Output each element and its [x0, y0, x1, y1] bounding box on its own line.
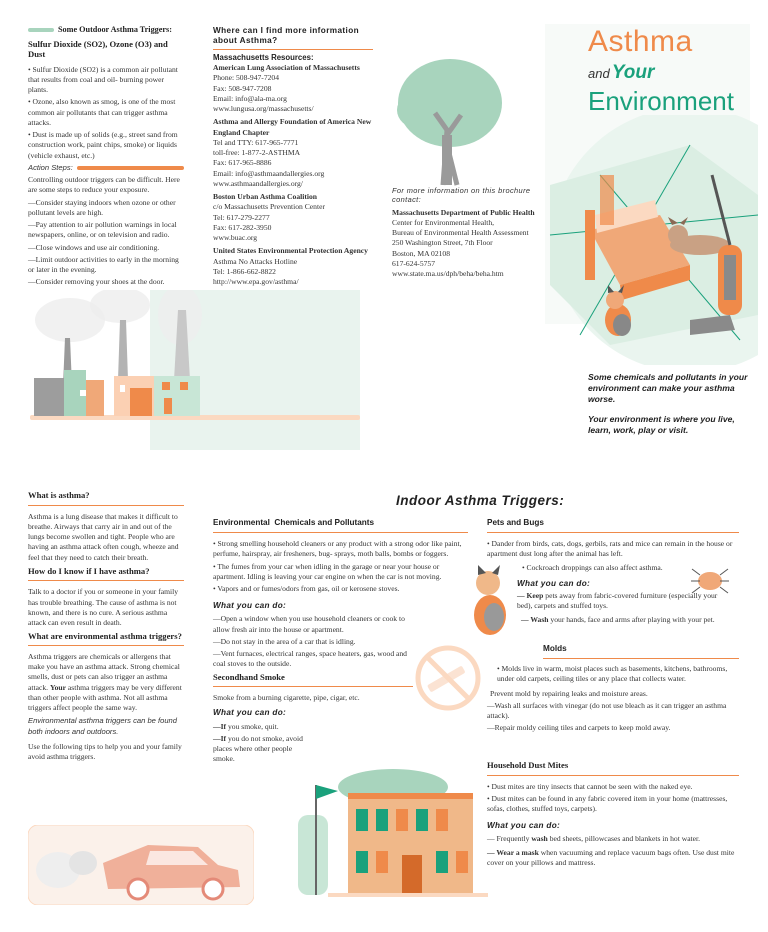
dust-bullet: • Dust mites are tiny insects that cannot be seen with the naked eye. — [487, 781, 693, 791]
action-steps-bar — [77, 166, 184, 170]
triggers-indoors-outdoors: Environmental asthma triggers can be found both indoors and outdoors. — [28, 716, 178, 736]
resource-org-name: United States Environmental Protection Agency — [213, 246, 368, 256]
action-step: —Limit outdoor activities to early in the morning or later in the evening. — [28, 254, 179, 275]
env-action: —Vent furnaces, electrical ranges, space heaters, gas, wood and coal stoves to the outside. — [213, 649, 407, 669]
brochure-contact — [392, 186, 540, 279]
cover-title-asthma: Asthma — [588, 25, 693, 58]
env-chemicals-bullets — [213, 539, 468, 594]
no-smoking-icon — [412, 642, 484, 714]
env-action: —Do not stay in the area of a car that is idling. — [213, 636, 356, 646]
car-exhaust-illustration — [28, 825, 254, 905]
action-steps-heading: Action Steps: — [28, 162, 73, 172]
resource-line: Fax: 508-947-7208 — [213, 83, 272, 93]
heading-rule — [28, 505, 184, 506]
tree-illustration — [395, 55, 505, 190]
pets-action — [521, 615, 722, 625]
outdoor-bullet: • Ozone, also known as smog, is one of the most common air pollutants that can trigger asthma attacks. — [28, 97, 176, 127]
panel-title: Some Outdoor Asthma Triggers: — [58, 25, 172, 34]
cat-illustration — [470, 565, 510, 637]
molds-actions — [487, 689, 739, 734]
answer-text: Asthma triggers are chemicals or allergens that make you have an asthma attack. Strong chemical smells, dust or pets can also trigger an asthma attack. — [28, 651, 180, 692]
resource-line: Tel: 617-279-2277 — [213, 212, 270, 222]
panel-title-row — [28, 24, 184, 35]
action-step: —Pay attention to air pollution warnings in local newspapers, online, or on television and radio. — [28, 220, 177, 240]
answer-text: asthma triggers may be very different than other people with asthma. Not all asthma triggers affect people the same way. — [28, 682, 182, 712]
contact-org-name: Massachusetts Department of Public Health — [392, 207, 535, 217]
outdoor-bullet: • Dust is made up of solids (e.g., street sand from construction work, paint chips, smoke) or liquids (vehicle exhaust, etc.) — [28, 130, 178, 160]
action-step: —Consider removing your shoes at the door. — [28, 277, 165, 287]
resource-org-name: Asthma and Allergy Foundation of America New England Chapter — [213, 117, 372, 137]
resource-email-link[interactable]: Email: info@asthmaandallergies.org — [213, 168, 325, 178]
cover-title-your: Your — [611, 62, 655, 83]
emphasis: — Wear a mask — [487, 847, 539, 857]
outdoor-bullets — [28, 65, 184, 161]
resource-line: c/o Massachusetts Prevention Center — [213, 202, 325, 212]
emphasis: —If — [213, 733, 227, 743]
dust-bullet: • Dust mites can be found in any fabric covered item in your home (mattresses, sofas, clothes, stuffed toys, carpets). — [487, 793, 728, 814]
title-underline — [213, 49, 373, 50]
outdoor-subtitle: Sulfur Dioxide (SO2), Ozone (O3) and Dust — [28, 39, 168, 60]
emphasis: —If — [213, 721, 227, 731]
more-info-title: Where can I find more information about Asthma? — [213, 26, 360, 45]
answer-environmental-triggers — [28, 652, 184, 714]
smoke-heading: Secondhand Smoke — [213, 671, 285, 682]
pets-text-2: • Cockroach droppings can also affect asthma. — [522, 562, 663, 572]
molds-action: —Wash all surfaces with vinegar (do not use bleach as it can trigger an asthma attack). — [487, 700, 727, 721]
pets-text: • Dander from birds, cats, dogs, gerbils, rats and mice can remain in the house or apartment dust long after the animal has left. — [487, 539, 733, 559]
heading-rule — [28, 580, 184, 581]
pets-what-you-can-do: What you can do: — [517, 579, 591, 588]
emphasis: wash — [531, 834, 548, 844]
contact-line: 617-624-5757 — [392, 258, 436, 268]
resource-line: Fax: 617-282-3950 — [213, 222, 272, 232]
resource-org-4 — [213, 246, 373, 287]
emphasis: — Keep — [517, 591, 544, 601]
pets-actions-section — [517, 578, 722, 628]
title-accent-bar — [28, 28, 54, 32]
action-text: your hands, face and arms after playing with your pet. — [550, 614, 715, 624]
resource-org-1 — [213, 63, 373, 114]
heading-rule — [487, 775, 739, 776]
resource-line: toll-free: 1-877-2-ASTHMA — [213, 148, 301, 158]
action-text: pets away from fabric-covered furniture (especially your bed), carpets and stuffed toys. — [517, 591, 718, 611]
molds-action: —Repair moldy ceiling tiles and carpets to keep mold away. — [487, 723, 671, 733]
resource-line: Asthma No Attacks Hotline — [213, 256, 298, 266]
pets-heading: Pets and Bugs — [487, 518, 544, 527]
molds-action: Prevent mold by repairing leaks and moisture areas. — [490, 688, 648, 698]
resource-web-link[interactable]: www.lungusa.org/massachusetts/ — [213, 104, 314, 114]
molds-heading: Molds — [543, 644, 567, 653]
dust-action — [487, 834, 739, 844]
resource-email-link[interactable]: Email: info@ala-ma.org — [213, 93, 287, 103]
resource-web-link[interactable]: www.asthmaandallergies.org/ — [213, 178, 303, 188]
dust-mites-heading: Household Dust Mites — [487, 760, 569, 770]
answer-emphasis: Your — [49, 682, 66, 692]
more-info-panel — [213, 26, 373, 287]
smoke-action — [213, 722, 303, 732]
heading-rule — [28, 645, 184, 646]
action-steps-list — [28, 175, 184, 288]
question-what-is-asthma: What is asthma? — [28, 490, 90, 500]
heading-rule — [213, 686, 413, 687]
avoid-triggers-intro: Use the following tips to help you and your family avoid asthma triggers. — [28, 741, 182, 761]
resource-org-name: American Lung Association of Massachusetts — [213, 63, 360, 73]
resources-heading: Massachusetts Resources: — [213, 52, 314, 62]
resource-line: Tel and TTY: 617-965-7771 — [213, 137, 299, 147]
dust-mites-section — [487, 760, 739, 871]
answer-what-is-asthma: Asthma is a lung disease that makes it difficult to breathe. Airways that carry air in and out of the lungs become swollen and tight. People who are having an asthma attack often cough, wheeze and feel that they need to catch their breath. — [28, 511, 179, 562]
cover-tagline-2: Your environment is where you live, learn, work, play or visit. — [588, 413, 735, 435]
question-environmental-triggers: What are environmental asthma triggers? — [28, 631, 182, 642]
school-building-illustration — [298, 765, 488, 905]
heading-rule — [543, 658, 739, 659]
smoke-what-you-can-do: What you can do: — [213, 708, 287, 718]
contact-line: Boston, MA 02108 — [392, 248, 451, 258]
cover-tagline — [588, 372, 748, 436]
molds-text: • Molds live in warm, moist places such as basements, kitchens, bathrooms, under old carpets, ceiling tiles or any place that collects water. — [497, 664, 728, 684]
question-how-do-i-know: How do I know if I have asthma? — [28, 565, 150, 576]
action-text: — Frequently — [487, 834, 530, 844]
action-text: when vacuuming and replace vacuum bags often. Use dust mite cover on your pillows and mattress. — [487, 847, 735, 867]
resource-line: Phone: 508-947-7204 — [213, 73, 280, 83]
resource-line: Tel: 1-866-662-8822 — [213, 266, 276, 276]
resource-org-name: Boston Urban Asthma Coalition — [213, 192, 318, 202]
resource-org-2 — [213, 117, 373, 189]
heading-rule — [213, 532, 468, 533]
outdoor-triggers-panel — [28, 24, 184, 290]
action-steps-row — [28, 163, 184, 173]
resource-web-link[interactable]: http://www.epa.gov/asthma/ — [213, 277, 299, 287]
dust-action — [487, 848, 739, 869]
action-steps-intro: Controlling outdoor triggers can be difficult. Here are some steps to reduce your exposure. — [28, 175, 180, 195]
env-what-you-can-do: What you can do: — [213, 601, 287, 611]
answer-how-do-i-know: Talk to a doctor if you or someone in your family has trouble breathing. The cause of asthma is not known, and there is no cure. A serious asthma attack can even result in death. — [28, 587, 179, 628]
cover-title-environment: Environment — [588, 86, 734, 116]
smoke-text: Smoke from a burning cigarette, pipe, cigar, etc. — [213, 693, 360, 703]
dust-bullets — [487, 782, 739, 815]
emphasis: — Wash — [521, 614, 549, 624]
env-bullet: • Strong smelling household cleaners or any product with a strong odor like paint, perfume, hairspray, air fresheners, bug- sprays, moth balls, bombs or foggers. — [213, 539, 462, 559]
asthma-info-panel — [28, 490, 184, 765]
contact-web-link[interactable]: www.state.ma.us/dph/beha/beha.htm — [392, 269, 504, 278]
contact-line: Center for Environmental Health, — [392, 217, 495, 227]
action-text: bed sheets, pillowcases and blankets in hot water. — [549, 834, 701, 844]
cover-room-illustration — [540, 115, 758, 365]
dust-what-you-can-do: What you can do: — [487, 821, 561, 831]
resource-org-3 — [213, 192, 373, 243]
pets-action — [517, 591, 722, 612]
env-bullet: • Vapors and or fumes/odors from gas, oil or kerosene stoves. — [213, 584, 400, 594]
env-chemicals-heading: Environmental Chemicals and Pollutants — [213, 518, 375, 527]
env-bullet: • The fumes from your car when idling in the garage or near your house or apartment. Idling is leaving your car engine on when the car is not moving. — [213, 561, 442, 581]
contact-heading: For more information on this brochure contact: — [392, 186, 531, 205]
action-step: —Close windows and use air conditioning. — [28, 242, 160, 252]
indoor-triggers-title: Indoor Asthma Triggers: — [396, 493, 565, 508]
contact-line: Bureau of Environmental Health Assessment — [392, 228, 529, 237]
action-step: —Consider staying indoors when ozone or other pollutant levels are high. — [28, 197, 176, 217]
action-text: you smoke, quit. — [227, 721, 279, 731]
outdoor-bullet: • Sulfur Dioxide (SO2) is a common air pollutant that results from coal and oil- burning power plants. — [28, 64, 178, 95]
smoke-actions — [213, 722, 303, 765]
resource-line: Fax: 617-965-8886 — [213, 158, 272, 168]
smoke-action — [213, 734, 303, 765]
cover-title-row-2 — [588, 60, 654, 86]
heading-rule — [487, 532, 739, 533]
cover-title-and: and — [588, 66, 610, 81]
action-text: you do not smoke, avoid places where other people smoke. — [213, 733, 303, 764]
factory-illustration — [30, 290, 360, 450]
cover-tagline-1: Some chemicals and pollutants in your environment can make your asthma worse. — [588, 372, 748, 405]
molds-section — [487, 643, 739, 736]
env-action: —Open a window when you use household cleaners or cook to allow fresh air into the house or apartment. — [213, 614, 405, 634]
env-actions — [213, 614, 413, 669]
resource-web-link[interactable]: www.buac.org — [213, 233, 258, 243]
contact-line: 250 Washington Street, 7th Floor — [392, 238, 493, 248]
